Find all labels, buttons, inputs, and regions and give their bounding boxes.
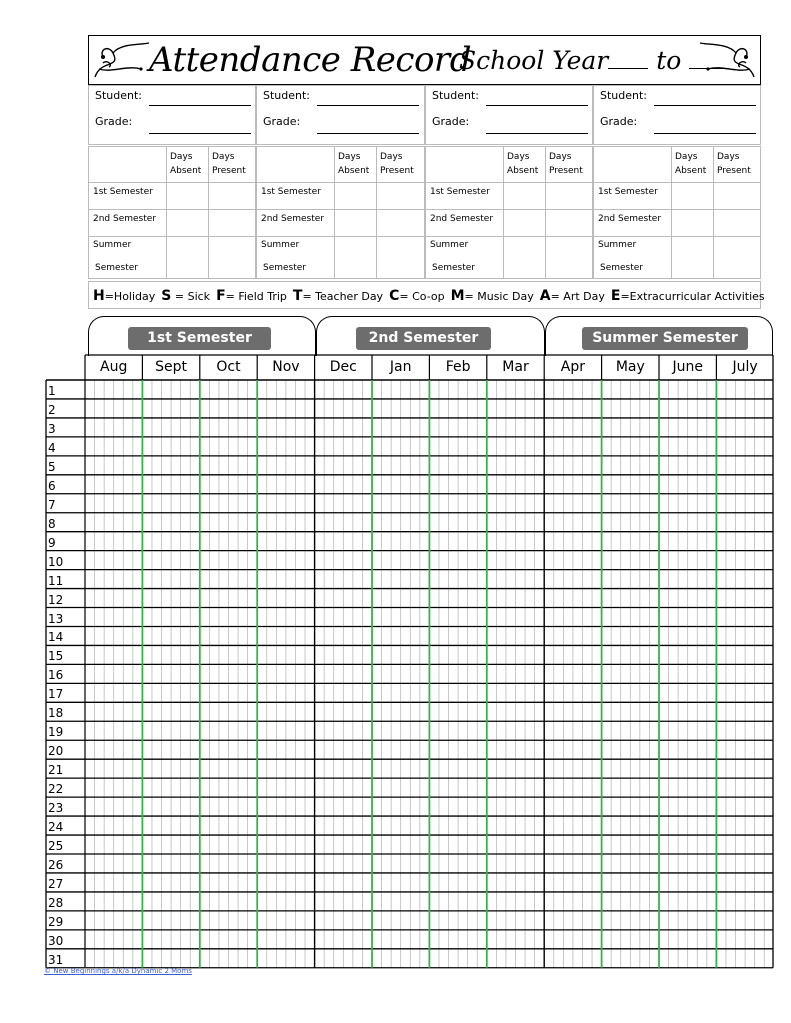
days-absent-header-1: Days [338,152,361,162]
row-summer-label-2: Semester [432,263,476,273]
month-header: Mar [502,359,529,375]
month-header: Nov [272,359,300,375]
legend-text: = Music Day [464,290,534,303]
days-present-header-2: Present [212,166,246,176]
day-number: 30 [48,933,64,948]
row-summer-label-1: Summer [93,240,132,250]
row-second-semester: 2nd Semester [430,214,494,224]
legend-text: = Teacher Day [302,290,384,303]
legend-key: H [93,288,105,304]
row-first-semester: 1st Semester [598,187,658,197]
student-label: Student: [263,89,311,102]
day-number: 27 [48,876,64,891]
days-absent-header-1: Days [170,152,193,162]
row-second-semester: 2nd Semester [93,214,157,224]
day-number: 13 [48,611,64,626]
legend-text: = Art Day [550,290,605,303]
legend-text: = Co-op [399,290,445,303]
day-number: 24 [48,820,64,835]
student-label: Student: [95,89,143,102]
month-header: Sept [155,359,188,375]
days-absent-header-2: Absent [675,166,707,176]
copyright-link[interactable]: © New Beginnings a/k/a Dynamic 2 Moms [44,967,192,975]
day-number: 10 [48,554,64,569]
month-header: Apr [560,359,585,375]
days-present-header-1: Days [717,152,740,162]
legend-key: F [216,288,226,304]
month-header: Jan [389,359,412,375]
day-number: 28 [48,895,64,910]
day-number: 2 [48,402,56,417]
day-number: 8 [48,516,56,531]
month-header: May [615,359,645,375]
legend-key: T [292,288,303,304]
grade-label: Grade: [600,115,638,128]
days-present-header-1: Days [549,152,572,162]
month-header: Oct [216,359,241,375]
legend-text: =Holiday [104,290,156,303]
legend-key: A [539,288,551,304]
day-number: 1 [48,384,56,398]
days-present-header-1: Days [380,152,403,162]
row-first-semester: 1st Semester [261,187,321,197]
days-present-header-1: Days [212,152,235,162]
day-number: 4 [48,440,56,455]
day-number: 14 [48,630,64,645]
page-title: Attendance Record [149,40,471,80]
days-absent-header-1: Days [675,152,698,162]
row-second-semester: 2nd Semester [261,214,325,224]
day-number: 9 [48,535,56,550]
day-number: 5 [48,459,56,474]
grade-label: Grade: [263,115,301,128]
day-number: 21 [48,763,64,778]
month-header: June [672,359,703,375]
legend-key: M [450,288,465,304]
legend-text: =Extracurricular Activities [620,290,765,303]
day-number: 22 [48,782,64,797]
day-number: 18 [48,706,64,721]
month-header: Feb [445,359,471,375]
day-number: 6 [48,478,56,493]
row-summer-label-1: Summer [430,240,469,250]
days-absent-header-2: Absent [507,166,539,176]
row-first-semester: 1st Semester [430,187,490,197]
grade-label: Grade: [432,115,470,128]
day-number: 12 [48,592,64,607]
row-summer-label-2: Semester [263,263,307,273]
day-number: 11 [48,573,64,588]
day-number: 3 [48,421,56,436]
row-second-semester: 2nd Semester [598,214,662,224]
day-number: 16 [48,668,64,683]
tab-summer-semester[interactable]: Summer Semester [582,327,748,350]
day-number: 17 [48,687,64,702]
row-summer-label-1: Summer [598,240,637,250]
legend-key: S [161,288,172,304]
day-number: 26 [48,858,64,872]
days-absent-header-2: Absent [170,166,202,176]
day-number: 19 [48,725,64,740]
day-number: 20 [48,744,64,759]
student-label: Student: [432,89,480,102]
legend-text: = Sick [171,290,211,303]
days-absent-header-2: Absent [338,166,370,176]
days-present-header-2: Present [549,166,583,176]
day-number: 29 [48,914,64,929]
day-number: 23 [48,801,64,816]
day-number: 15 [48,649,64,664]
tab-second-semester[interactable]: 2nd Semester [356,327,491,350]
legend-text: = Field Trip [225,290,287,303]
row-summer-label-2: Semester [600,263,644,273]
row-summer-label-2: Semester [95,263,139,273]
legend-key: E [610,288,621,304]
month-header: July [732,359,758,375]
days-present-header-2: Present [380,166,414,176]
grade-label: Grade: [95,115,133,128]
days-absent-header-1: Days [507,152,530,162]
month-header: Aug [100,359,128,375]
month-header: Dec [329,359,357,375]
day-number: 31 [48,952,64,967]
row-summer-label-1: Summer [261,240,300,250]
days-present-header-2: Present [717,166,751,176]
school-year-label: School Year [459,46,609,75]
day-number: 25 [48,839,64,854]
school-year-to-label: to [656,46,682,75]
student-label: Student: [600,89,648,102]
legend-key: C [389,288,400,304]
tab-first-semester[interactable]: 1st Semester [128,327,271,350]
day-number: 7 [48,497,56,512]
row-first-semester: 1st Semester [93,187,153,197]
